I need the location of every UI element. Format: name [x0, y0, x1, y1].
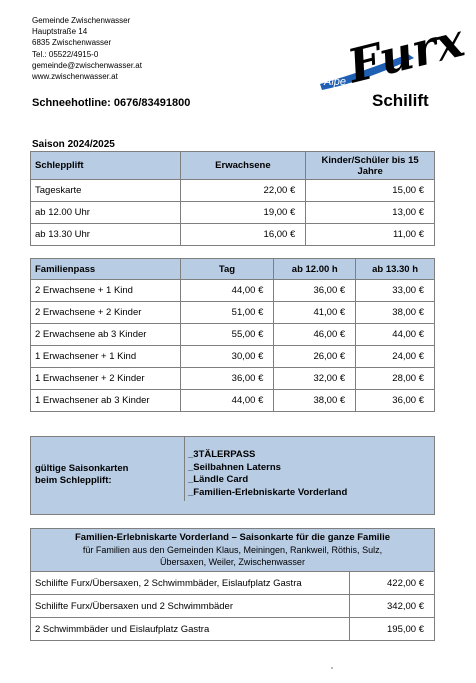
- table-row: [31, 346, 435, 368]
- email-link[interactable]: gemeinde@zwischenwasser.at: [32, 60, 142, 70]
- table-cell: 195,00 €: [350, 618, 435, 641]
- table-cell: 1 Erwachsener ab 3 Kinder: [31, 390, 181, 412]
- table-cell: 36,00 €: [180, 368, 274, 390]
- address-line: Tel.: 05522/4915-0: [32, 49, 99, 59]
- table-header-row: [31, 259, 435, 280]
- familienpass-table: [30, 258, 435, 412]
- table-cell: 55,00 €: [180, 324, 274, 346]
- table-row: [31, 618, 435, 641]
- page-mark: [331, 667, 333, 669]
- list-item: _Seilbahnen Laterns: [188, 461, 281, 473]
- table-cell: 2 Erwachsene + 2 Kinder: [31, 302, 181, 324]
- table-cell: 30,00 €: [180, 346, 274, 368]
- table-cell: 32,00 €: [274, 368, 356, 390]
- table-cell: 15,00 €: [306, 180, 435, 202]
- furx-logo: [318, 12, 470, 110]
- table-cell: 44,00 €: [180, 280, 274, 302]
- table-header: Erwachsene: [180, 152, 306, 180]
- table-cell: 26,00 €: [274, 346, 356, 368]
- table-header: Kinder/Schüler bis 15 Jahre: [306, 152, 435, 180]
- valid-cards-label-line: gültige Saisonkarten: [35, 463, 129, 474]
- table-header-row: [31, 152, 435, 180]
- table-row: [31, 390, 435, 412]
- season-title: Saison 2024/2025: [32, 139, 115, 150]
- table-cell: 2 Erwachsene ab 3 Kinder: [31, 324, 181, 346]
- table-row: [31, 224, 435, 246]
- table-row: [31, 595, 435, 618]
- table-cell: 51,00 €: [180, 302, 274, 324]
- table-cell: 24,00 €: [356, 346, 435, 368]
- table-cell: 44,00 €: [356, 324, 435, 346]
- schlepplift-table: [30, 151, 435, 246]
- address-line: Gemeinde Zwischenwasser: [32, 16, 131, 25]
- table-cell: 1 Erwachsener + 2 Kinder: [31, 368, 181, 390]
- address-line: 6835 Zwischenwasser: [32, 38, 112, 48]
- table-row: [31, 572, 435, 595]
- website-link[interactable]: www.zwischenwasser.at: [32, 72, 118, 82]
- table-cell: 33,00 €: [356, 280, 435, 302]
- erlebniskarte-subtitle: für Familien aus den Gemeinden Klaus, Meiningen, Rankweil, Röthis, Sulz,: [82, 545, 383, 555]
- logo-main-text: Furx: [342, 12, 470, 94]
- erlebniskarte-header: [31, 529, 435, 572]
- valid-cards-list: [184, 437, 347, 501]
- table-header: Schlepplift: [31, 152, 181, 180]
- list-item: _Ländle Card: [188, 474, 249, 485]
- erlebniskarte-table: [30, 528, 435, 641]
- table-cell: 22,00 €: [180, 180, 306, 202]
- table-cell: 46,00 €: [274, 324, 356, 346]
- table-row: [31, 180, 435, 202]
- table-header: ab 12.00 h: [274, 259, 356, 280]
- table-cell: 36,00 €: [274, 280, 356, 302]
- table-row: [31, 202, 435, 224]
- table-cell: 13,00 €: [306, 202, 435, 224]
- table-cell: 422,00 €: [350, 572, 435, 595]
- table-cell: Schilifte Furx/Übersaxen, 2 Schwimmbäder, Eislaufplatz Gastra: [31, 572, 350, 595]
- logo-sub-text: Schilift: [372, 91, 429, 110]
- erlebniskarte-subtitle: Übersaxen, Weiler, Zwischenwasser: [160, 557, 305, 567]
- valid-cards-label-line: beim Schlepplift:: [35, 475, 112, 486]
- table-cell: Schilifte Furx/Übersaxen und 2 Schwimmbäder: [31, 595, 350, 618]
- table-cell: 342,00 €: [350, 595, 435, 618]
- table-cell: 38,00 €: [274, 390, 356, 412]
- logo-small-text: Alpe: [324, 76, 347, 88]
- address-line: Hauptstraße 14: [32, 27, 88, 37]
- table-row: [31, 302, 435, 324]
- valid-season-cards-box: [30, 436, 435, 515]
- list-item: _Familien-Erlebniskarte Vorderland: [188, 486, 348, 498]
- table-cell: 28,00 €: [356, 368, 435, 390]
- table-header: Tag: [180, 259, 274, 280]
- table-row: [31, 368, 435, 390]
- table-row: [31, 280, 435, 302]
- snow-hotline: Schneehotline: 0676/83491800: [32, 97, 191, 109]
- table-cell: 2 Schwimmbäder und Eislaufplatz Gastra: [31, 618, 350, 641]
- table-header-row: [31, 529, 435, 572]
- table-header: ab 13.30 h: [356, 259, 435, 280]
- table-cell: 44,00 €: [180, 390, 274, 412]
- table-cell: 2 Erwachsene + 1 Kind: [31, 280, 181, 302]
- table-cell: 11,00 €: [306, 224, 435, 246]
- table-cell: Tageskarte: [31, 180, 181, 202]
- table-cell: 41,00 €: [274, 302, 356, 324]
- table-row: [31, 324, 435, 346]
- table-cell: 1 Erwachsener + 1 Kind: [31, 346, 181, 368]
- table-cell: 16,00 €: [180, 224, 306, 246]
- table-cell: 36,00 €: [356, 390, 435, 412]
- table-header: Familienpass: [31, 259, 181, 280]
- table-cell: ab 13.30 Uhr: [31, 224, 181, 246]
- table-cell: ab 12.00 Uhr: [31, 202, 181, 224]
- table-cell: 38,00 €: [356, 302, 435, 324]
- address-block: [32, 15, 142, 82]
- erlebniskarte-title: Familien-Erlebniskarte Vorderland – Saisonkarte für die ganze Familie: [74, 532, 390, 543]
- table-cell: 19,00 €: [180, 202, 306, 224]
- list-item: _3TÄLERPASS: [188, 449, 256, 460]
- valid-cards-label: [35, 463, 128, 487]
